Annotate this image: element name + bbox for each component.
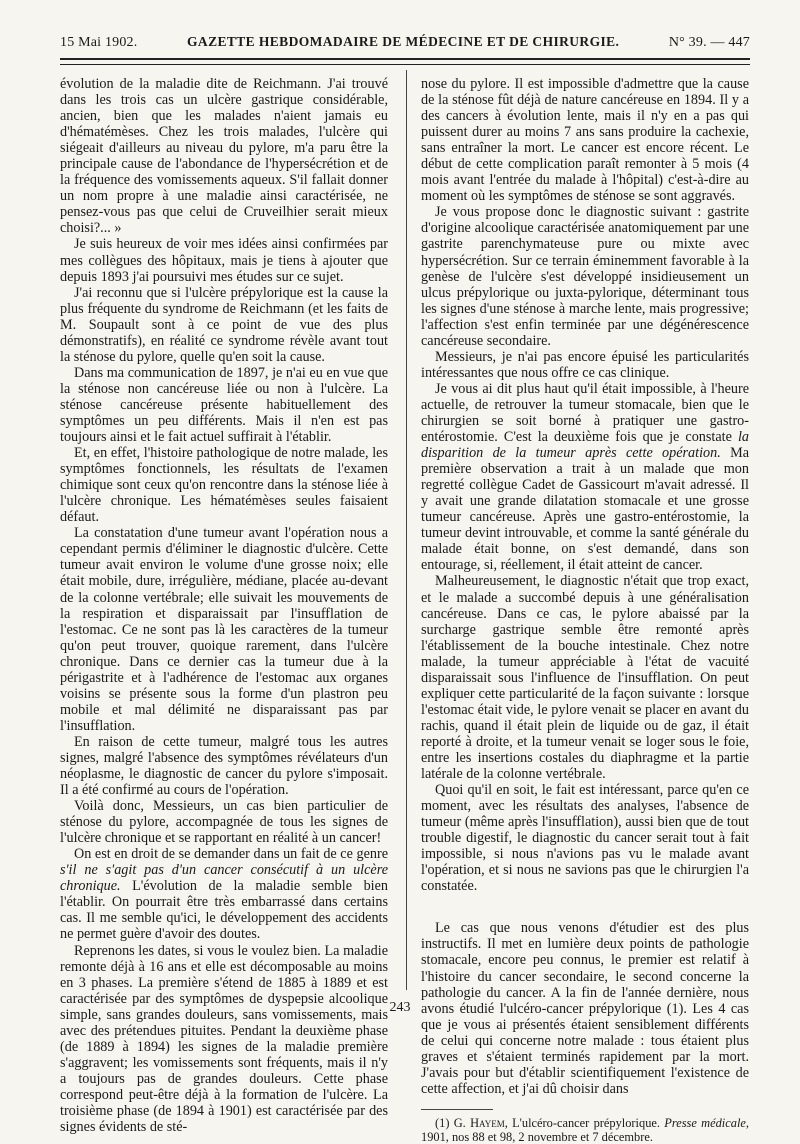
footnote-journal: Presse médicale	[664, 1115, 746, 1130]
paragraph: Je suis heureux de voir mes idées ainsi confirmées par mes collègues des hôpitaux, mais je tiens à ajouter que depuis 1893 j'ai poursuivi mes études sur ce sujet.	[60, 236, 388, 285]
paragraph	[60, 846, 388, 942]
paragraph-text: L'évolution de la maladie semble bien l'établir. On pourrait être très embarrassé dans certains cas. Il me semble qu'ici, le développement des accidents ne permet guère d'avoir des doutes.	[60, 878, 389, 943]
page-number: 243	[389, 1000, 411, 1015]
header-rule	[60, 58, 750, 65]
paragraph: Quoi qu'il en soit, le fait est intéressant, parce qu'en ce moment, avec les résultats des analyses, l'absence de tumeur (même après l'insufflation), aussi bien que de tout trouble digestif, le diagnostic du cancer serait tout à fait impossible, si nous n'avions pas vu le malade avant l'opération, et si nous ne savions pas que le chirurgien l'a constatée.	[421, 782, 749, 895]
footnote-title: , L'ulcéro-cancer prépylorique.	[504, 1115, 660, 1130]
header-journal-title: GAZETTE HEBDOMADAIRE DE MÉDECINE ET DE CHIRURGIE.	[187, 34, 620, 49]
paragraph: Je vous propose donc le diagnostic suivant : gastrite d'origine alcoolique caractérisée anatomiquement par une gastrite parenchymateuse pure ou mixte avec hypersécrétion. Sur ce terrain éminemment favorable à la genèse de l'ulcère s'est développé insidieusement un ulcus prépylorique ou juxta-pylorique, déterminant tous les signes d'une sténose à marche lente, mais progressive; l'affection s'est enfin terminée par une dégénérescence cancéreuse secondaire.	[421, 204, 749, 349]
footnote-details: , 1901, nos 88 et 98, 2 novembre et 7 décembre.	[421, 1115, 749, 1144]
italic-phrase: s'il ne s'agit pas d'un cancer consécutif à un ulcère chronique.	[60, 862, 388, 895]
footnote-author: Hayem	[470, 1115, 505, 1130]
left-column	[60, 76, 388, 1135]
paragraph: Messieurs, je n'ai pas encore épuisé les particularités intéressantes que nous offre ce cas clinique.	[421, 348, 749, 381]
paragraph: Et, en effet, l'histoire pathologique de notre malade, les symptômes fonctionnels, les résultats de l'examen chimique sont ceux qu'on rencontre dans la sténose liée à l'ulcère chronique. Les hématémèses seules faisaient défaut.	[60, 445, 388, 526]
footnote	[421, 1116, 749, 1144]
paragraph: Reprenons les dates, si vous le voulez bien. La maladie remonte déjà à 16 ans et elle est décomposable au moins en 3 phases. La première s'étend de 1885 à 1889 et est caractérisée par des symptômes de dyspepsie alcoolique simple, sans grandes douleurs, sans vomissements, mais avec des prétendues pituites. Pendant la deuxième phase (de 1889 à 1894) les signes de la maladie première s'aggravent; les vomissements sont fréquents, mais il n'y a toujours pas de grandes douleurs. Cette phase correspond peut-être déjà à la formation de l'ulcère. La troisième phase (de 1894 à 1901) est caractérisée par des signes évidents de sté-	[60, 942, 388, 1136]
header-issue-page: N° 39. — 447	[668, 35, 750, 50]
paragraph: La constatation d'une tumeur avant l'opération nous a cependant permis d'éliminer le diagnostic d'ulcère. Cette tumeur avait environ le volume d'une grosse noix; elle était mobile, dure, irrégulière, médiane, placée au-devant de la colonne vertébrale; elle suivait les mouvements de la respiration et disparaissait par l'insufflation de l'estomac. Ce ne sont pas là les caractères de la tumeur qu'on peut trouver, quoique rarement, dans l'ulcère chronique. Dans ce dernier cas la tumeur due à la périgastrite et à l'adhérence de l'estomac aux organes voisins se présente sous la forme d'un plastron peu mobile et mal délimité ne disparaissant pas par l'insufflation.	[60, 525, 388, 734]
paragraph-text: Ma première observation a trait à un malade que mon regretté collègue Cadet de Gassicourt m'avait adressé. Il y avait une grande dilatation stomacale et une grosse tumeur cancéreuse. Après une gastro-entérostomie, la tumeur devint introuvable, et comme la santé générale du malade était bonne, on s'est demandé, dans son entourage, si, réellement, il était atteint de cancer.	[421, 445, 749, 574]
paragraph: nose du pylore. Il est impossible d'admettre que la cause de la sténose fût déjà de nature cancéreuse en 1894. Il y a des cancers à évolution lente, mais il n'y en a pas qui puissent durer au moins 7 ans sans produire la cachexie, sans entraîner la mort. Le cancer est encore récent. Le début de cette complication paraît remonter à 5 mois (4 mois avant l'entrée du malade à l'hôpital) c'est-à-dire au moment où les symptômes de sténose se sont aggravés.	[421, 76, 749, 205]
header-date: 15 Mai 1902.	[60, 35, 138, 50]
paragraph	[421, 381, 749, 574]
paragraph: Dans ma communication de 1897, je n'ai eu en vue que la sténose non cancéreuse liée ou non à l'ulcère. La sténose cancéreuse présente habituellement des symptômes un peu différents. Mais il n'en est pas toujours ainsi et le fait actuel suffirait à l'établir.	[60, 364, 388, 446]
paragraph-text: Je vous ai dit plus haut qu'il était impossible, à l'heure actuelle, de retrouver la tumeur stomacale, bien que le chirurgien se soit borné à pratiquer une gastro-entérostomie. C'est la deuxième fois que je constate	[421, 380, 749, 446]
paragraph: J'ai reconnu que si l'ulcère prépylorique est la cause la plus fréquente du syndrome de Reichmann (et les faits de M. Soupault sont à ce point de vue des plus démonstratifs), en réalité ce syndrome révèle avant tout la sténose du pylore, quelle qu'en soit la cause.	[60, 284, 388, 365]
paragraph-text: On est en droit de se demander dans un fait de ce genre	[74, 846, 388, 863]
paragraph: En raison de cette tumeur, malgré tous les autres signes, malgré l'absence des symptômes révélateurs d'un néoplasme, le diagnostic de cancer du pylore s'imposait. Il a été confirmé au cours de l'opération.	[60, 733, 388, 799]
footnote-rule	[421, 1109, 493, 1110]
running-head	[60, 34, 750, 54]
paragraph: Malheureusement, le diagnostic n'était que trop exact, et le malade a succombé depuis à une généralisation cancéreuse. Dans ce cas, le pylore abaissé par la surcharge gastrique semble être remonté après l'établissement de la bouche intestinale. Chez notre malade, la tumeur appréciable à l'état de vacuité disparaissait sous l'influence de l'insufflation. On peut expliquer cette particularité de la façon suivante : lorsque l'estomac était vide, le pylore venait se placer en avant du rachis, quand il était plein de liquide ou de gaz, il était reporté à droite, et la tumeur venait se loger sous le foie, entre les insertions costales du diaphragme et la partie latérale de la colonne vertébrale.	[421, 573, 749, 783]
column-divider	[406, 70, 407, 990]
footnote-marker: (1) G.	[435, 1115, 466, 1130]
italic-phrase: la disparition de la tumeur après cette opération.	[421, 429, 750, 462]
right-column	[421, 76, 749, 1144]
paragraph: Voilà donc, Messieurs, un cas bien particulier de sténose du pylore, accompagnée de tous les signes de l'ulcère chronique et se rapportant en réalité à un cancer!	[60, 798, 388, 847]
paragraph: évolution de la maladie dite de Reichmann. J'ai trouvé dans les trois cas un ulcère gastrique considérable, ancien, bien que les malades n'aient jamais eu d'hématémèses. Chez les trois malades, l'ulcère qui siégeait d'ailleurs au niveau du pylore, m'a paru être la principale cause de l'abondance de l'hypersécrétion et de la fréquence des vomissements aqueux. S'il fallait donner un nom propre à une maladie ainsi caractérisée, ne pensez-vous pas que celui de Cruveilhier serait mieux choisi?... »	[60, 76, 388, 237]
paragraph: Le cas que nous venons d'étudier est des plus instructifs. Il met en lumière deux points de pathologie stomacale, encore peu connus, le premier est relatif à l'histoire du cancer secondaire, le second concerne la pathologie du cancer. A la fin de l'année dernière, nous avons étudié l'ulcéro-cancer prépylorique (1). Les 4 cas que je vous ai présentés étaient sensiblement différents de celui qui concerne notre malade : tous étaient plus graves et s'étaient terminés rapidement par la mort. J'avais pour but d'établir scientifiquement l'existence de cette affection, et j'ai dû choisir dans	[421, 920, 749, 1097]
